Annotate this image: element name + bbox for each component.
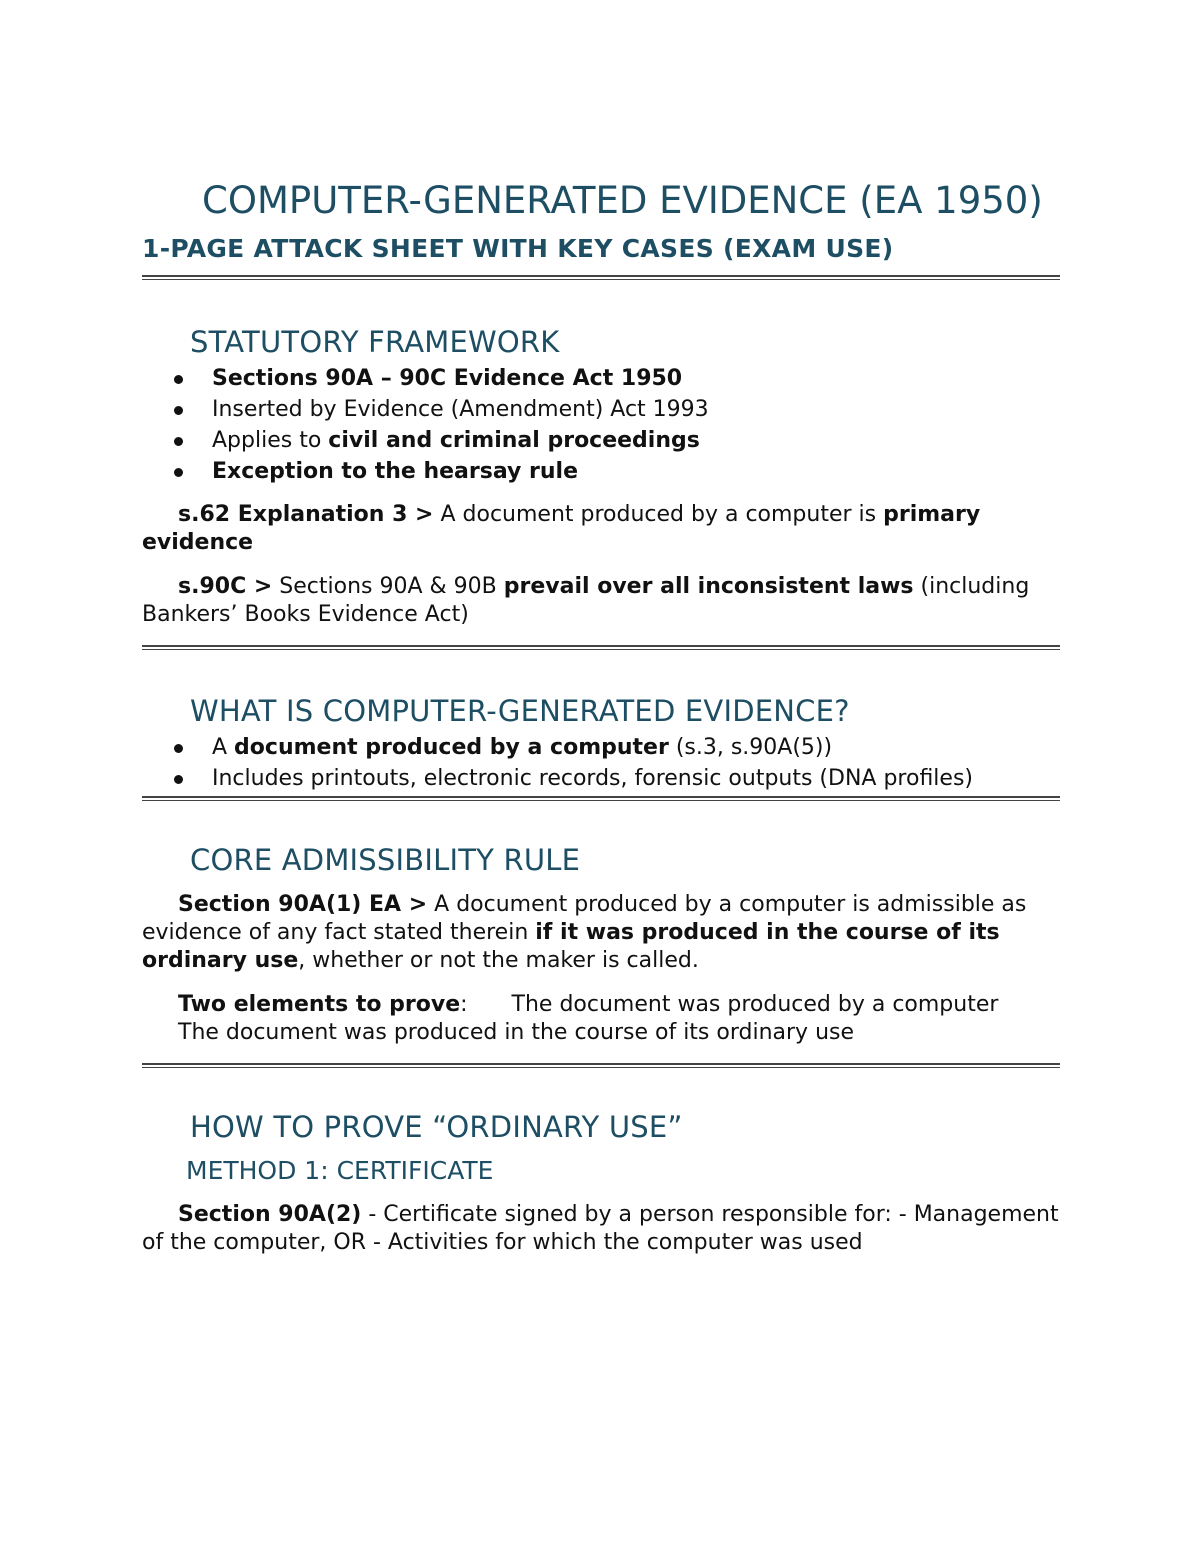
section-divider <box>142 796 1060 801</box>
list-item <box>142 456 1062 487</box>
certificate-label: Section 90A(2) <box>178 1202 362 1227</box>
what-is-list <box>142 732 1062 794</box>
document-content <box>142 178 1062 1257</box>
statutory-list <box>142 363 1062 487</box>
bullet-icon <box>174 437 183 446</box>
section-divider <box>142 1063 1060 1068</box>
section-divider <box>142 645 1060 650</box>
method-1-heading: METHOD 1: CERTIFICATE <box>186 1156 494 1185</box>
certificate-text: - Certificate signed by a person responsible for: - Management of the computer, OR - Activities for which the computer was used <box>142 1202 1059 1255</box>
section-divider <box>142 275 1060 280</box>
two-elements-paragraph <box>142 991 1062 1047</box>
ordinary-use-heading: HOW TO PROVE “ORDINARY USE” <box>190 1110 683 1144</box>
core-rule-text: A document produced by a computer is admissible as evidence of any fact stated therein <box>142 892 1027 945</box>
two-elements-colon: : <box>460 992 468 1017</box>
bullet-icon <box>174 775 183 784</box>
core-rule-text-2: , whether or not the maker is called. <box>298 948 699 973</box>
s90c-text: Sections 90A & 90B <box>272 574 504 599</box>
statutory-heading: STATUTORY FRAMEWORK <box>190 325 560 359</box>
s90c-label: s.90C > <box>178 574 273 599</box>
s62-emphasis: primary evidence <box>142 502 981 555</box>
core-rule-emphasis: if it was produced in the course of its ordinary use <box>142 920 1000 973</box>
s62-text: A document produced by a computer is <box>433 502 884 527</box>
list-item-text: A <box>212 735 235 760</box>
two-elements-label: Two elements to prove <box>178 992 461 1017</box>
list-item-text: Applies to <box>212 428 329 453</box>
core-rule-paragraph <box>142 891 1062 975</box>
list-item <box>142 732 1062 763</box>
document-subtitle: 1-PAGE ATTACK SHEET WITH KEY CASES (EXAM USE) <box>142 234 894 263</box>
list-item <box>142 394 1062 425</box>
s62-label: s.62 Explanation 3 > <box>178 502 434 527</box>
list-item <box>142 363 1062 394</box>
bullet-icon <box>174 744 183 753</box>
s62-paragraph <box>142 501 1062 557</box>
certificate-paragraph <box>142 1201 1062 1257</box>
bullet-icon <box>174 406 183 415</box>
element-2: The document was produced in the course of its ordinary use <box>178 1020 855 1045</box>
list-item-text: Inserted by Evidence (Amendment) Act 1993 <box>212 397 709 422</box>
element-1: The document was produced by a computer <box>511 992 999 1017</box>
list-item-emphasis: civil and criminal proceedings <box>328 428 700 453</box>
document-title: COMPUTER-GENERATED EVIDENCE (EA 1950) <box>202 179 1043 222</box>
what-is-heading: WHAT IS COMPUTER-GENERATED EVIDENCE? <box>190 694 850 728</box>
bullet-icon <box>174 468 183 477</box>
core-rule-label: Section 90A(1) EA > <box>178 892 428 917</box>
bullet-icon <box>174 375 183 384</box>
s90c-paragraph <box>142 573 1062 629</box>
core-heading: CORE ADMISSIBILITY RULE <box>190 843 581 877</box>
list-item <box>142 763 1062 794</box>
list-item-text: (s.3, s.90A(5)) <box>668 735 833 760</box>
list-item <box>142 425 1062 456</box>
list-item-text: Exception to the hearsay rule <box>212 459 578 484</box>
list-item-emphasis: document produced by a computer <box>234 735 669 760</box>
s90c-text-2: (including Bankers’ Books Evidence Act) <box>142 574 1030 627</box>
list-item-text: Includes printouts, electronic records, forensic outputs (DNA profiles) <box>212 766 973 791</box>
list-item-text: Sections 90A – 90C Evidence Act 1950 <box>212 366 683 391</box>
s90c-emphasis: prevail over all inconsistent laws <box>503 574 914 599</box>
